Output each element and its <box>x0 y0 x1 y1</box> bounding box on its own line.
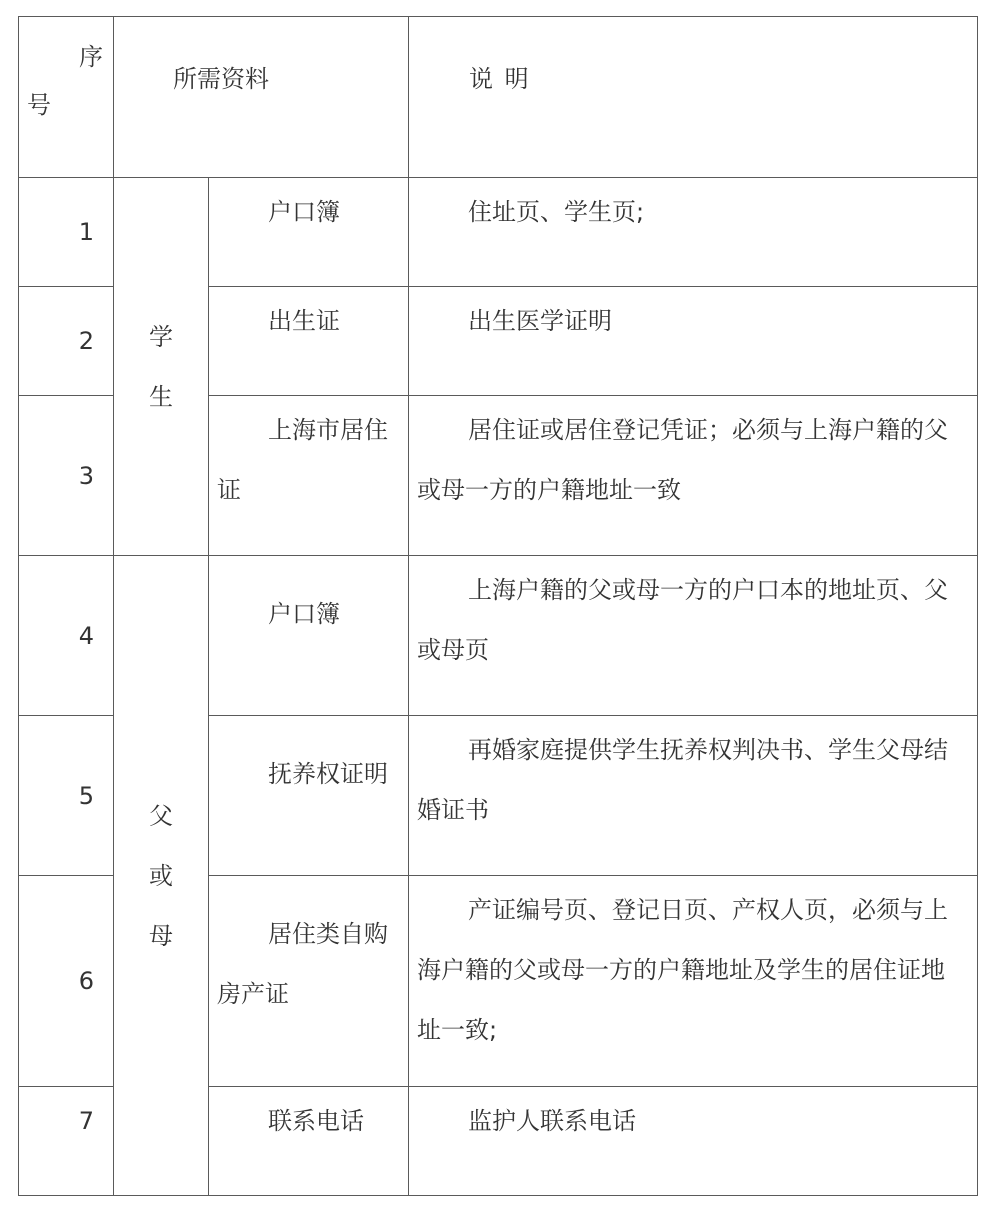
row-number: 1 <box>19 178 114 287</box>
row-number: 2 <box>19 287 114 396</box>
item-name: 上海市居住证 <box>209 396 409 556</box>
row-number: 5 <box>19 716 114 876</box>
item-description: 出生医学证明 <box>409 287 978 396</box>
header-seq-line1: 序 <box>79 43 103 71</box>
item-description: 住址页、学生页; <box>409 178 978 287</box>
row-number: 3 <box>19 396 114 556</box>
table-header-row <box>19 17 978 178</box>
item-name: 抚养权证明 <box>209 716 409 876</box>
group-student-char: 学 <box>149 322 173 351</box>
group-student-cell <box>114 178 209 556</box>
item-name: 户口簿 <box>209 556 409 716</box>
item-description: 产证编号页、登记日页、产权人页，必须与上海户籍的父或母一方的户籍地址及学生的居住证地址一致; <box>409 876 978 1087</box>
row-number: 4 <box>19 556 114 716</box>
item-name: 户口簿 <box>209 178 409 287</box>
header-description: 说 明 <box>469 65 531 93</box>
table-row <box>19 556 978 716</box>
group-parent-cell <box>114 556 209 1196</box>
item-name: 出生证 <box>209 287 409 396</box>
item-description: 上海户籍的父或母一方的户口本的地址页、父或母页 <box>409 556 978 716</box>
row-number: 6 <box>19 876 114 1087</box>
item-name: 居住类自购房产证 <box>209 876 409 1087</box>
header-description-cell <box>409 17 978 178</box>
group-parent-char: 父 <box>149 801 173 830</box>
table-row <box>19 178 978 287</box>
group-parent-char: 母 <box>149 921 173 950</box>
group-student-char: 生 <box>149 382 173 411</box>
item-description: 再婚家庭提供学生抚养权判决书、学生父母结婚证书 <box>409 716 978 876</box>
group-parent-char: 或 <box>149 861 173 890</box>
row-number: 7 <box>19 1087 114 1196</box>
item-description: 监护人联系电话 <box>409 1087 978 1196</box>
header-seq-cell <box>19 17 114 178</box>
item-description: 居住证或居住登记凭证；必须与上海户籍的父或母一方的户籍地址一致 <box>409 396 978 556</box>
header-materials: 所需资料 <box>173 65 269 93</box>
header-materials-cell <box>114 17 409 178</box>
header-seq-line2: 号 <box>27 91 51 119</box>
materials-table <box>18 16 978 1196</box>
item-name: 联系电话 <box>209 1087 409 1196</box>
